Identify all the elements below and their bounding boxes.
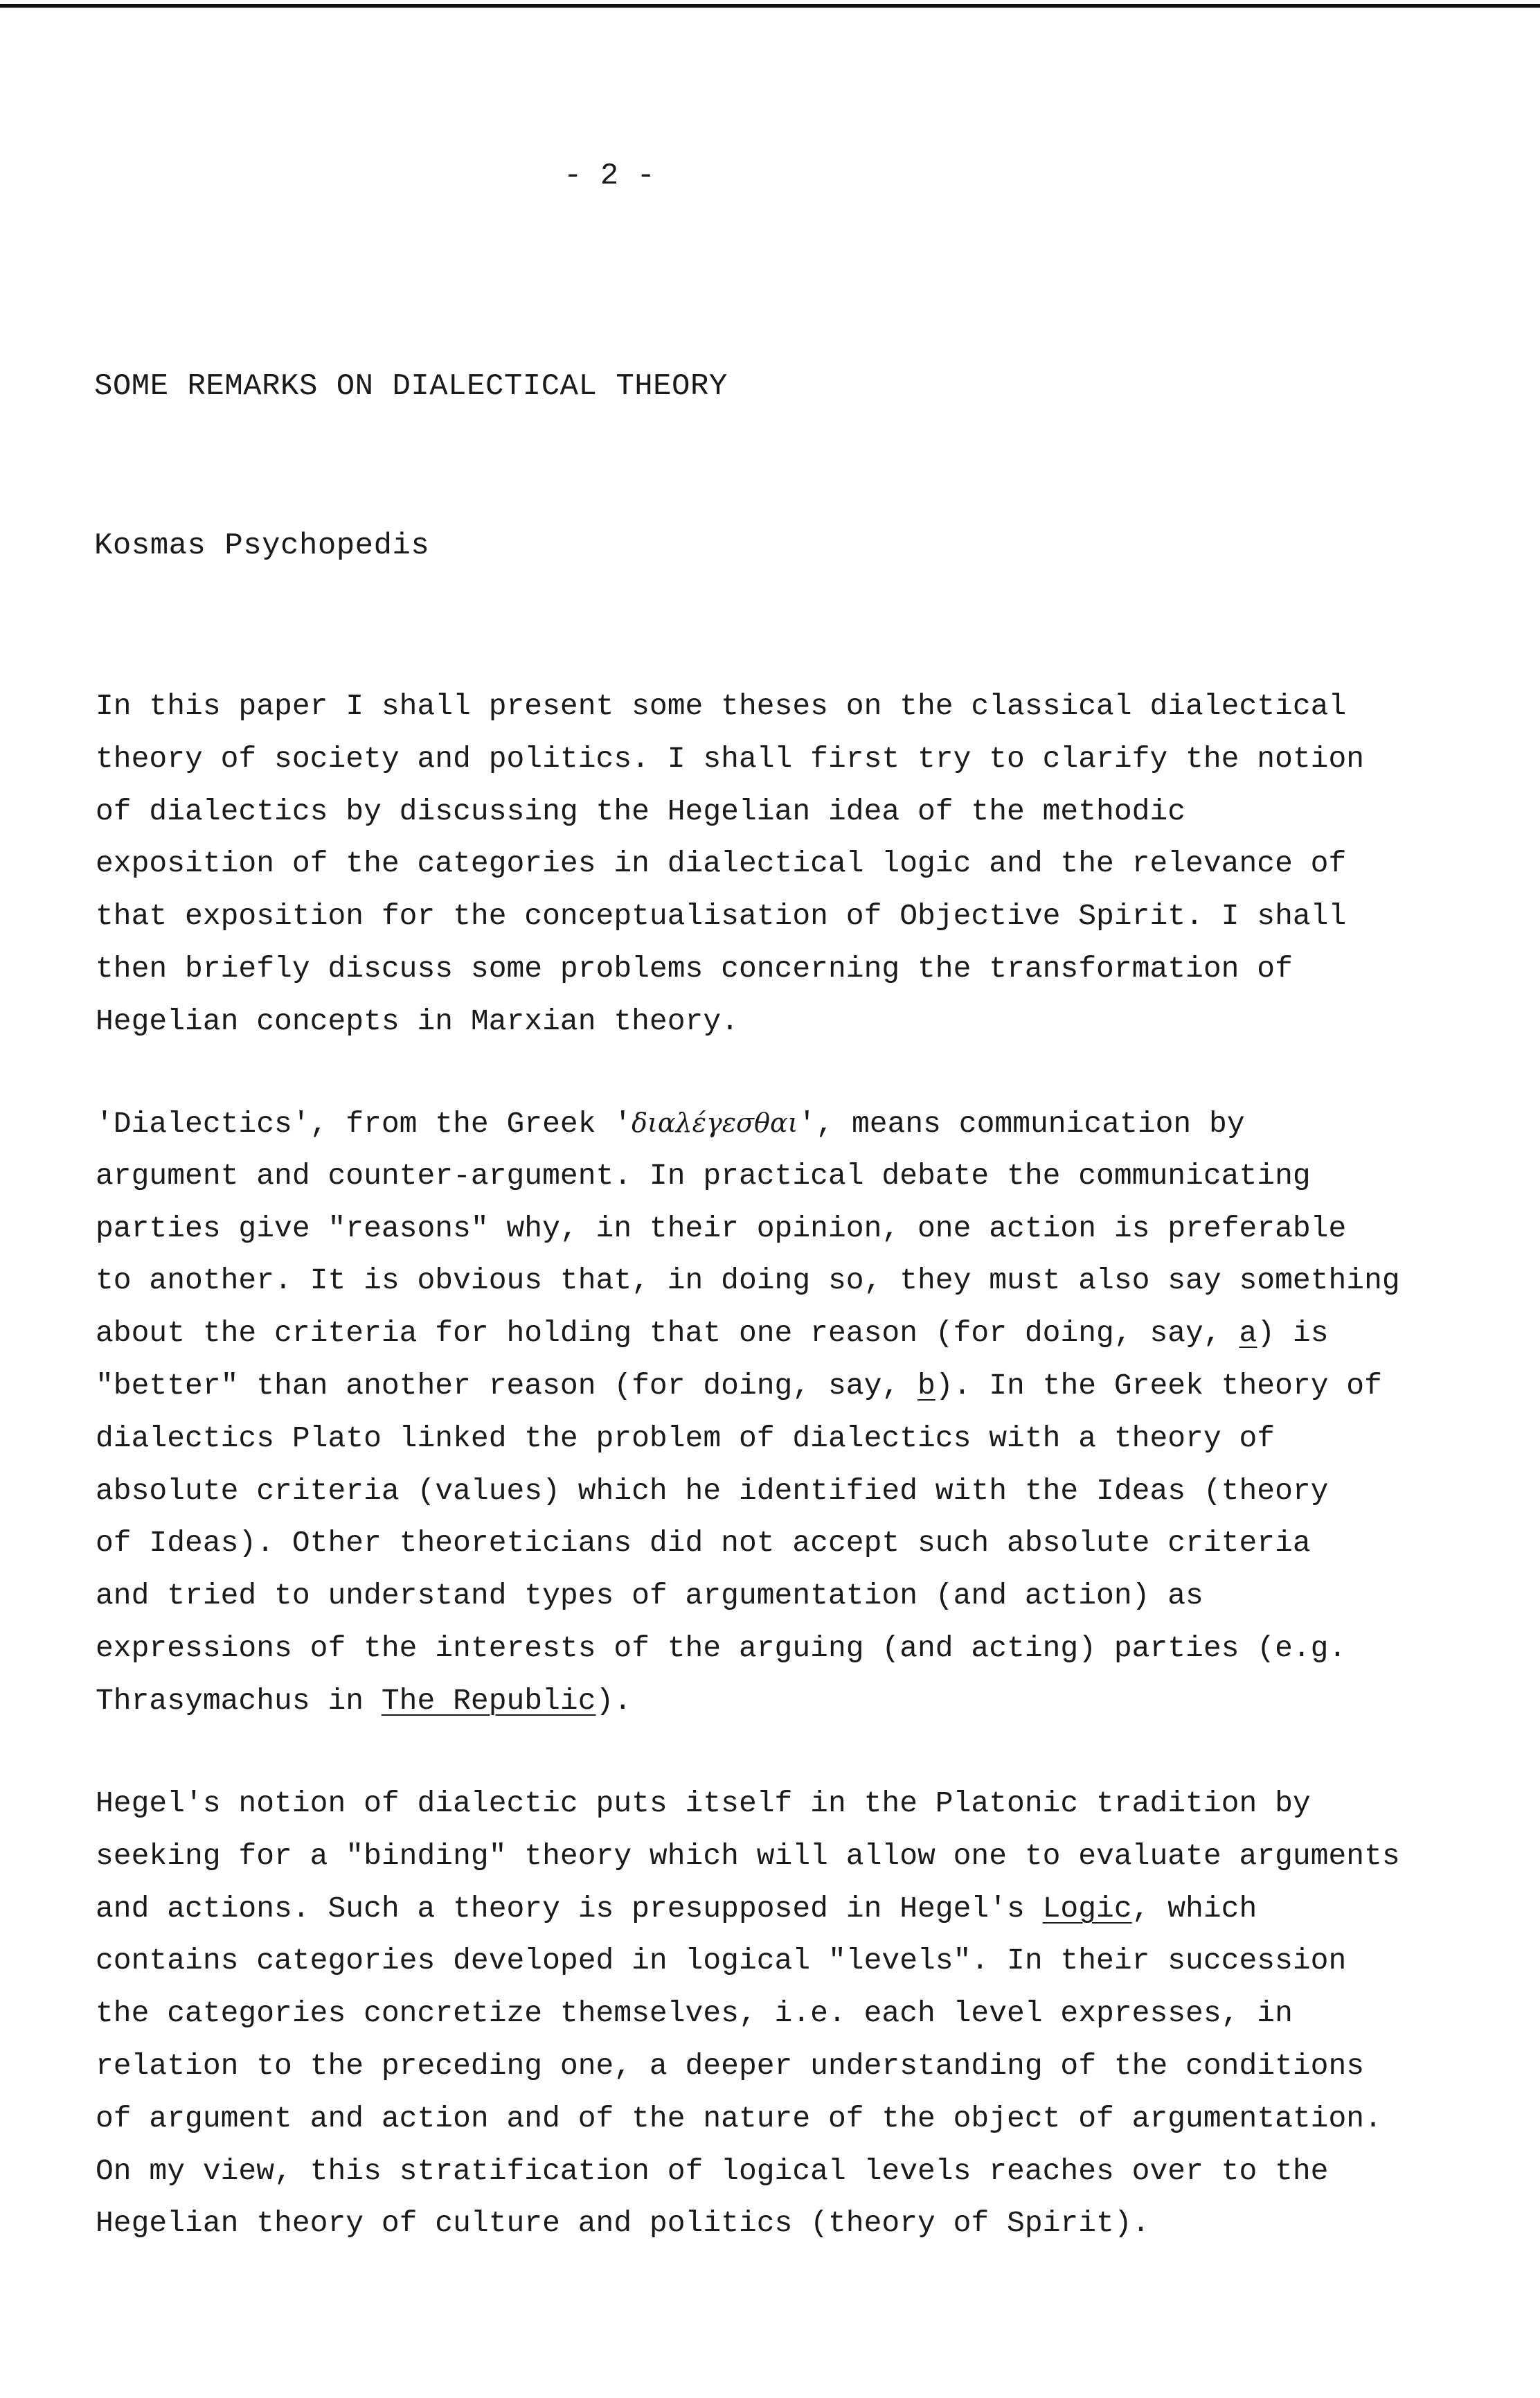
text-segment: On my view, this stratification of logical levels reaches over to the <box>96 2153 1329 2188</box>
text-segment: dialectics Plato linked the problem of dialectics with a theory of <box>96 1421 1275 1455</box>
text-line <box>96 1777 1411 1830</box>
text-segment: that exposition for the conceptualisation of Objective Spirit. I shall <box>96 899 1347 934</box>
paper-title: SOME REMARKS ON DIALECTICAL THEORY <box>94 369 728 404</box>
text-segment: of Ideas). Other theoreticians did not accept such absolute criteria <box>96 1526 1311 1561</box>
text-segment: of argument and action and of the nature of the object of argumentation. <box>96 2101 1382 2135</box>
text-segment: ). <box>596 1683 632 1718</box>
text-segment: argument and counter-argument. In practical debate the communicating <box>96 1158 1311 1193</box>
text-line <box>96 1307 1411 1360</box>
text-line <box>96 1883 1411 1935</box>
text-line <box>96 837 1411 890</box>
text-line <box>96 2197 1411 2250</box>
text-line <box>96 1830 1411 1883</box>
text-segment: Hegel's notion of dialectic puts itself in the Platonic tradition by <box>96 1786 1311 1820</box>
underlined-text: b <box>917 1368 935 1403</box>
text-line <box>96 1622 1411 1675</box>
paragraph-intro <box>96 680 1411 1048</box>
text-segment: ', means communication by <box>798 1107 1245 1141</box>
text-segment: Thrasymachus in <box>96 1683 382 1718</box>
text-line <box>96 1570 1411 1622</box>
text-line <box>96 890 1411 943</box>
text-segment: expressions of the interests of the arguing (and acting) parties (e.g. <box>96 1631 1347 1665</box>
text-line <box>96 943 1411 995</box>
text-line <box>96 1465 1411 1518</box>
text-segment: the categories concretize themselves, i.e. each level expresses, in <box>96 1996 1293 2031</box>
text-segment: In this paper I shall present some theses on the classical dialectical <box>96 689 1347 723</box>
text-segment: Hegelian concepts in Marxian theory. <box>96 1004 739 1038</box>
text-segment: to another. It is obvious that, in doing so, they must also say something <box>96 1263 1400 1298</box>
text-line <box>96 1254 1411 1307</box>
page-number: - 2 - <box>563 159 656 193</box>
text-line <box>96 1097 1411 1150</box>
underlined-text: Logic <box>1042 1891 1132 1926</box>
text-segment: Hegelian theory of culture and politics (theory of Spirit). <box>96 2206 1150 2241</box>
text-line <box>96 680 1411 733</box>
text-line <box>96 2040 1411 2093</box>
text-line <box>96 1675 1411 1728</box>
text-segment: then briefly discuss some problems concerning the transformation of <box>96 951 1293 986</box>
text-segment: "better" than another reason (for doing, say, <box>96 1368 917 1403</box>
underlined-text: The Republic <box>381 1683 596 1718</box>
text-segment: and actions. Such a theory is presupposed in Hegel's <box>96 1891 1043 1926</box>
paragraph-hegel <box>96 1777 1411 2250</box>
text-segment: about the criteria for holding that one reason (for doing, say, <box>96 1316 1239 1351</box>
text-segment: absolute criteria (values) which he identified with the Ideas (theory <box>96 1473 1329 1508</box>
text-segment: seeking for a "binding" theory which will allow one to evaluate arguments <box>96 1838 1400 1873</box>
top-rule <box>0 4 1540 8</box>
text-segment: 'Dialectics', from the Greek ' <box>96 1107 632 1141</box>
author-name: Kosmas Psychopedis <box>94 529 430 563</box>
text-segment: and tried to understand types of argumentation (and action) as <box>96 1579 1203 1613</box>
text-line <box>96 995 1411 1048</box>
text-segment: exposition of the categories in dialectical logic and the relevance of <box>96 846 1347 881</box>
text-segment: parties give "reasons" why, in their opinion, one action is preferable <box>96 1211 1347 1245</box>
underlined-text: a <box>1239 1316 1257 1351</box>
text-line <box>96 1202 1411 1255</box>
text-line <box>96 1987 1411 2040</box>
text-line <box>96 1360 1411 1412</box>
text-segment: contains categories developed in logical "levels". In their succession <box>96 1944 1347 1978</box>
text-line <box>96 2145 1411 2198</box>
text-line <box>96 1517 1411 1570</box>
text-line <box>96 785 1411 838</box>
paragraph-dialectics <box>96 1097 1411 1728</box>
text-segment: theory of society and politics. I shall first try to clarify the notion <box>96 741 1365 776</box>
text-segment: of dialectics by discussing the Hegelian idea of the methodic <box>96 794 1186 828</box>
text-line <box>96 1412 1411 1465</box>
text-segment: , which <box>1131 1891 1257 1926</box>
text-line <box>96 2093 1411 2145</box>
text-line <box>96 733 1411 785</box>
text-line <box>96 1935 1411 1987</box>
greek-word: διαλέγεσθαι <box>632 1108 798 1138</box>
text-segment: ) is <box>1257 1316 1329 1351</box>
text-segment: relation to the preceding one, a deeper understanding of the conditions <box>96 2048 1365 2083</box>
text-segment: ). In the Greek theory of <box>935 1368 1382 1403</box>
text-line <box>96 1150 1411 1202</box>
